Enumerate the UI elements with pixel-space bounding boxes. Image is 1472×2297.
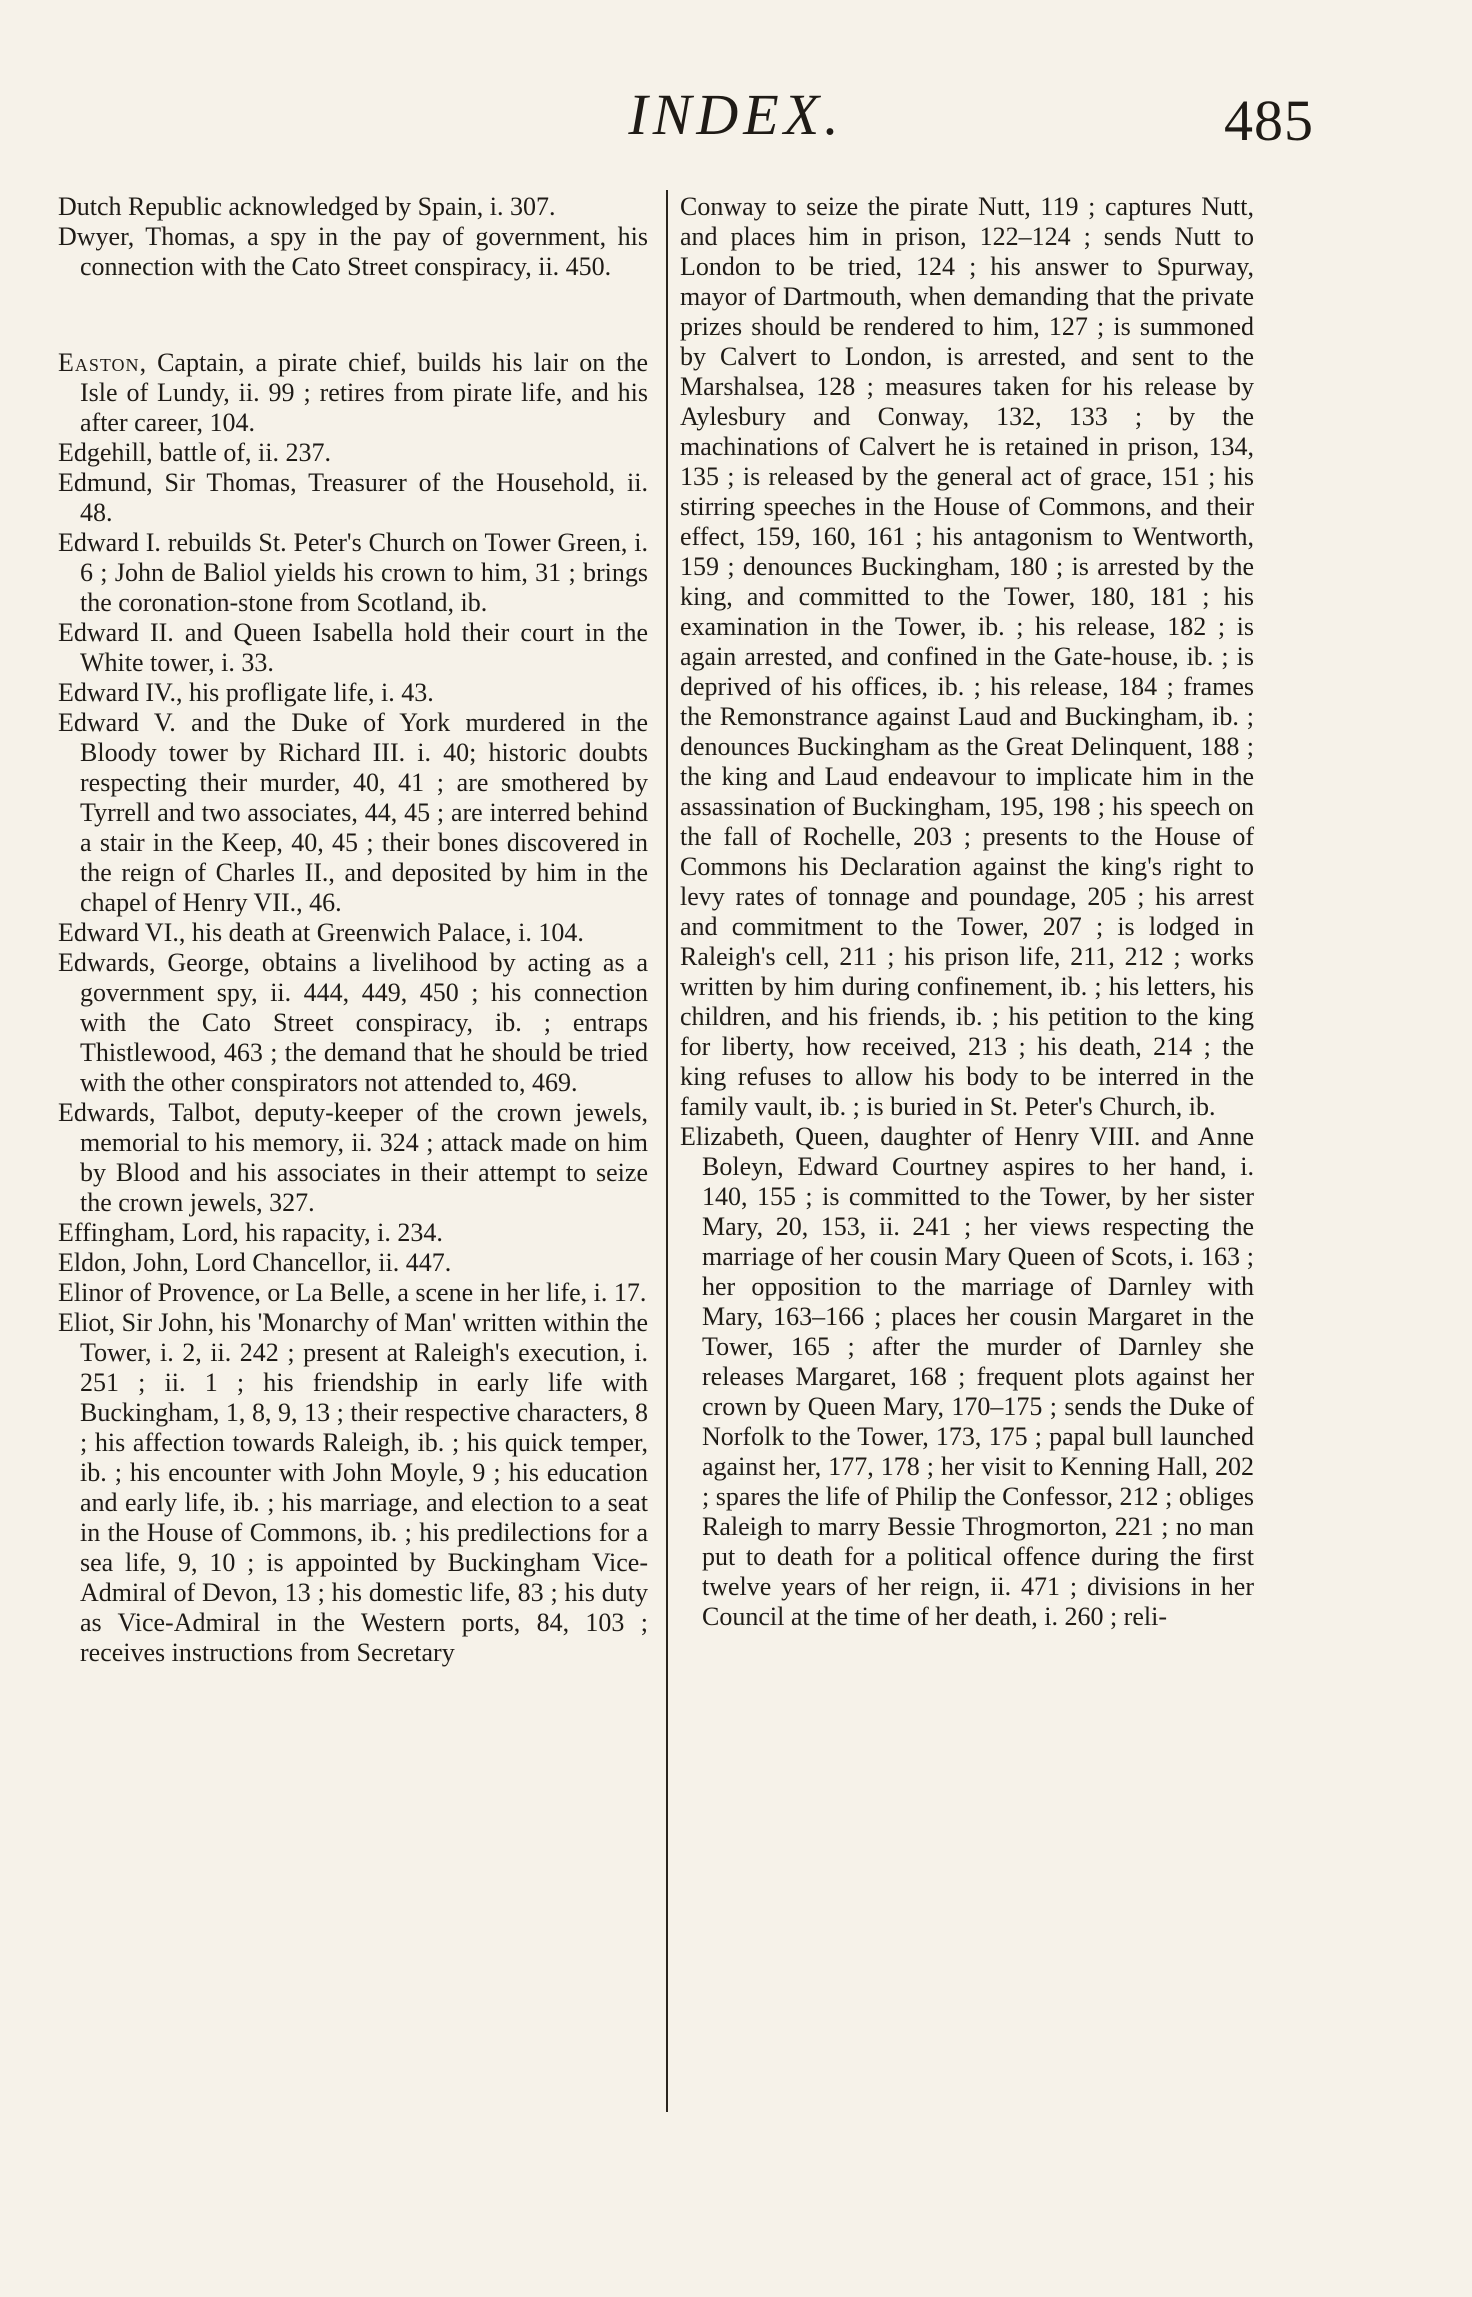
index-entry: Edward VI., his death at Greenwich Palace, i. 104. [58,918,584,947]
index-entry: Edmund, Sir Thomas, Treasurer of the Household, ii. 48. [58,468,648,527]
index-entry: Eldon, John, Lord Chancellor, ii. 447. [58,1248,452,1277]
index-entry: Edward I. rebuilds St. Peter's Church on Tower Green, i. 6 ; John de Baliol yields his crown to him, 31 ; brings the coronation-stone from Scotland, ib. [58,528,648,617]
index-entry: Edward II. and Queen Isabella hold their court in the White tower, i. 33. [58,618,648,677]
index-entry: Dwyer, Thomas, a spy in the pay of government, his connection with the Cato Street conspiracy, ii. 450. [58,222,648,281]
entry-body: , Captain, a pirate chief, builds his lair on the Isle of Lundy, ii. 99 ; retires from pirate life, and his after career, 104. [80,348,648,437]
index-entry: Edwards, George, obtains a livelihood by acting as a government spy, ii. 444, 449, 450 ; his connection with the Cato Street conspiracy, ib. ; entraps Thistlewood, 463 ; the demand that he should be tried with the other conspirators not attended to, 469. [58,948,648,1097]
index-entry: Elinor of Provence, or La Belle, a scene in her life, i. 17. [58,1278,647,1307]
index-entry: Effingham, Lord, his rapacity, i. 234. [58,1218,443,1247]
page-header-title: INDEX. [628,82,844,147]
index-entry: Edwards, Talbot, deputy-keeper of the crown jewels, memorial to his memory, ii. 324 ; attack made on him by Blood and his associates in their attempt to seize the crown jewels, 327. [58,1098,648,1217]
left-index-column [58,192,648,1668]
index-entry: Edgehill, battle of, ii. 237. [58,438,331,467]
index-entry: Dutch Republic acknowledged by Spain, i. 307. [58,192,556,221]
index-entry: Edward IV., his profligate life, i. 43. [58,678,434,707]
index-entry: Edward V. and the Duke of York murdered in the Bloody tower by Richard III. i. 40; historic doubts respecting their murder, 40, 41 ; are smothered by Tyrrell and two associates, 44, 45 ; are interred behind a stair in the Keep, 40, 45 ; their bones discovered in the reign of Charles II., and deposited by him in the chapel of Henry VII., 46. [58,708,648,917]
column-divider-rule [666,190,668,2112]
index-entry: Elizabeth, Queen, daughter of Henry VIII. and Anne Boleyn, Edward Courtney aspires to her hand, i. 140, 155 ; is committed to the Tower, by her sister Mary, 20, 153, ii. 241 ; her views respecting the marriage of her cousin Mary Queen of Scots, i. 163 ; her opposition to the marriage of Darnley with Mary, 163–166 ; places her cousin Margaret in the Tower, 165 ; after the murder of Darnley she releases Margaret, 168 ; frequent plots against her crown by Queen Mary, 170–175 ; sends the Duke of Norfolk to the Tower, 173, 175 ; papal bull launched against her, 177, 178 ; her visit to Kenning Hall, 202 ; spares the life of Philip the Confessor, 212 ; obliges Raleigh to marry Bessie Throgmorton, 221 ; no man put to death for a political offence during the first twelve years of her reign, ii. 471 ; divisions in her Council at the time of her death, i. 260 ; reli- [680,1122,1254,1631]
letter-section-gap [58,282,648,348]
index-entry-easton [58,348,648,438]
entry-headword: Easton [58,348,140,377]
page-number: 485 [1224,88,1314,153]
index-entry-continued: Conway to seize the pirate Nutt, 119 ; captures Nutt, and places him in prison, 122–124 ; sends Nutt to London to be tried, 124 ; his answer to Spurway, mayor of Dartmouth, when demanding that the private prizes should be rendered to him, 127 ; is summoned by Calvert to London, is arrested, and sent to the Marshalsea, 128 ; measures taken for his release by Aylesbury and Conway, 132, 133 ; by the machinations of Calvert he is retained in prison, 134, 135 ; is released by the general act of grace, 151 ; his stirring speeches in the House of Commons, and their effect, 159, 160, 161 ; his antagonism to Wentworth, 159 ; denounces Buckingham, 180 ; is arrested by the king, and committed to the Tower, 180, 181 ; his examination in the Tower, ib. ; his release, 182 ; is again arrested, and confined in the Gate-house, ib. ; is deprived of his offices, ib. ; his release, 184 ; frames the Remonstrance against Laud and Buckingham, ib. ; denounces Buckingham as the Great Delinquent, 188 ; the king and Laud endeavour to implicate him in the assassination of Buckingham, 195, 198 ; his speech on the fall of Rochelle, 203 ; presents to the House of Commons his Declaration against the king's right to levy rates of tonnage and poundage, 205 ; his arrest and commitment to the Tower, 207 ; is lodged in Raleigh's cell, 211 ; his prison life, 211, 212 ; works written by him during confinement, ib. ; his letters, his children, and his friends, ib. ; his petition to the king for liberty, how received, 213 ; his death, 214 ; the king refuses to allow his body to be interred in the family vault, ib. ; is buried in St. Peter's Church, ib. [680,192,1254,1121]
index-entry: Eliot, Sir John, his 'Monarchy of Man' written within the Tower, i. 2, ii. 242 ; present at Raleigh's execution, i. 251 ; ii. 1 ; his friendship in early life with Buckingham, 1, 8, 9, 13 ; their respective characters, 8 ; his affection towards Raleigh, ib. ; his quick temper, ib. ; his encounter with John Moyle, 9 ; his education and early life, ib. ; his marriage, and election to a seat in the House of Commons, ib. ; his predilections for a sea life, 9, 10 ; is appointed by Buckingham Vice-Admiral of Devon, 13 ; his domestic life, 83 ; his duty as Vice-Admiral in the Western ports, 84, 103 ; receives instructions from Secretary [58,1308,648,1667]
right-index-column [680,192,1254,1632]
